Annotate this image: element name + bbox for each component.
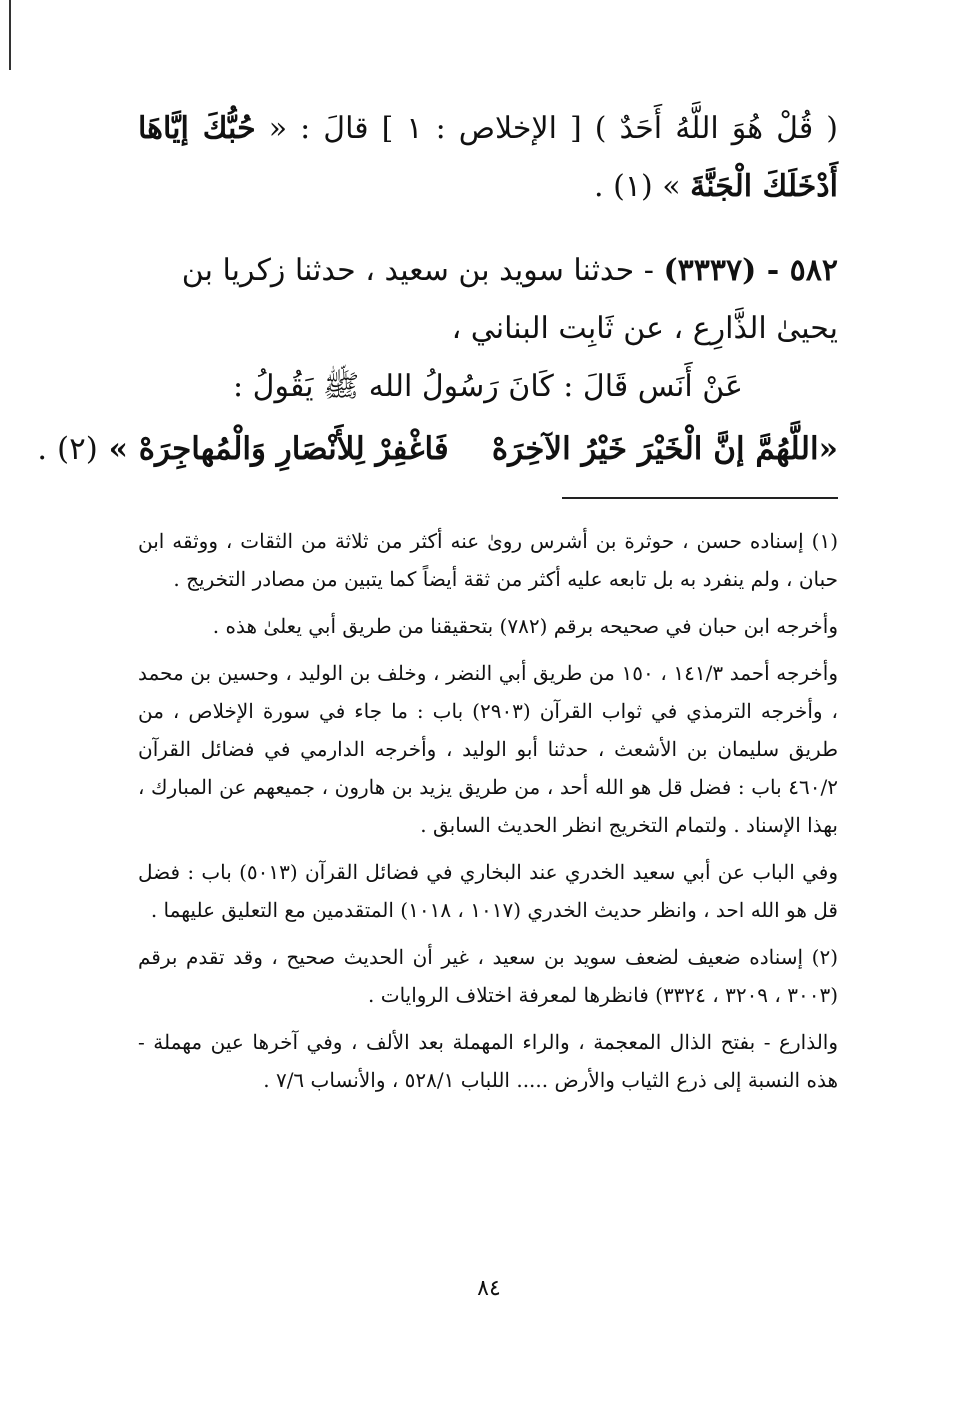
footnote-1-ibn-hibban: وأخرجه ابن حبان في صحيحه برقم (٧٨٢) بتحقيقنا من طريق أبي يعلىٰ هذه . bbox=[212, 614, 838, 638]
footnote-1: (١) إسناده حسن ، حوثرة بن أشرس روىٰ عنه أكثر من ثلاثة من الثقات ، ووثقه ابن حبان ، ولم ينفرد به بل تابعه عليه أكثر من ثقة أيضاً كما يتبين من مصادر التخريج . bbox=[138, 529, 838, 591]
footnotes bbox=[138, 522, 838, 1108]
isnad-line-1: - حدثنا سويد بن سعيد ، حدثنا زكريا بن bbox=[181, 253, 654, 288]
quran-verse: ( قُلْ هُوَ اللَّهُ أَحَدٌ ) bbox=[594, 111, 838, 146]
main-text bbox=[37, 100, 838, 478]
isnad-line-2: يحيىٰ الذَّارِع ، عن ثَابِت البناني ، bbox=[451, 311, 838, 346]
poem-line bbox=[37, 420, 838, 478]
prophet-saying: حُبُّكَ إيَّاهَا أَدْخَلَكَ الْجَنَّةَ bbox=[138, 111, 838, 204]
footnote-marker-1: » (١) . bbox=[594, 169, 681, 204]
footnote-2-dhari: والذارع - بفتح الذال المعجمة ، والراء المهملة بعد الألف ، وفي آخرها عين مهملة - هذه النسبة إلى ذرع الثياب والأرض ..... اللباب ٥٢٨/١ ، والأنساب ٧/٦ . bbox=[138, 1030, 838, 1092]
hadith-isnad bbox=[138, 242, 838, 358]
footnote-marker-2: (٢) . bbox=[37, 431, 98, 467]
footnote-1-bab: وفي الباب عن أبي سعيد الخدري عند البخاري في فضائل القرآن (٥٠١٣) باب : فضل قل هو الله احد ، وانظر حديث الخدري (١٠١٧ ، ١٠١٨) المتقدمين مع التعليق عليهما . bbox=[138, 860, 838, 922]
hadith-number: ٥٨٢ - (٣٣٣٧) bbox=[663, 253, 838, 288]
hadith-matn: عَنْ أَنَس قَالَ : كَانَ رَسُولُ الله ﷺ يَقُولُ : bbox=[233, 369, 743, 404]
footnote-2: (٢) إسناده ضعيف لضعف سويد بن سعيد ، غير أن الحديث صحيح ، وقد تقدم برقم (٣٠٠٣ ، ٣٢٠٩ ، ٣٣٢٤) فانظرها لمعرفة اختلاف الروايات . bbox=[138, 945, 838, 1007]
page-edge-line bbox=[9, 0, 11, 70]
poem-part-2: فَاغْفِرْ لِلأَنْصَارِ وَالْمُهاجِرَهْ » bbox=[108, 431, 449, 467]
footnote-1-takhrij: وأخرجه أحمد ١٤١/٣ ، ١٥٠ من طريق أبي النضر ، وخلف بن الوليد ، وحسين بن محمد ، وأخرجه الترمذي في ثواب القرآن (٢٩٠٣) باب : ما جاء في سورة الإخلاص ، من طريق سليمان بن الأشعث ، حدثنا أبو الوليد ، وأخرجه الدارمي في فضائل القرآن ٤٦٠/٢ باب : فضل قل هو الله أحد ، من طريق يزيد بن هارون ، جميعهم عن المبارك ، بهذا الإسناد . ولتمام التخريج انظر الحديث السابق . bbox=[138, 661, 839, 837]
quran-line bbox=[138, 100, 838, 216]
surah-reference: [ الإخلاص : ١ ] قالَ : « bbox=[268, 111, 582, 146]
poem-part-1: «اللَّهُمَّ إنَّ الْخَيْرَ خَيْرُ الآخِرَهْ bbox=[491, 431, 838, 467]
footnote-separator bbox=[562, 497, 838, 499]
page-number: ٨٤ bbox=[477, 1276, 501, 1301]
